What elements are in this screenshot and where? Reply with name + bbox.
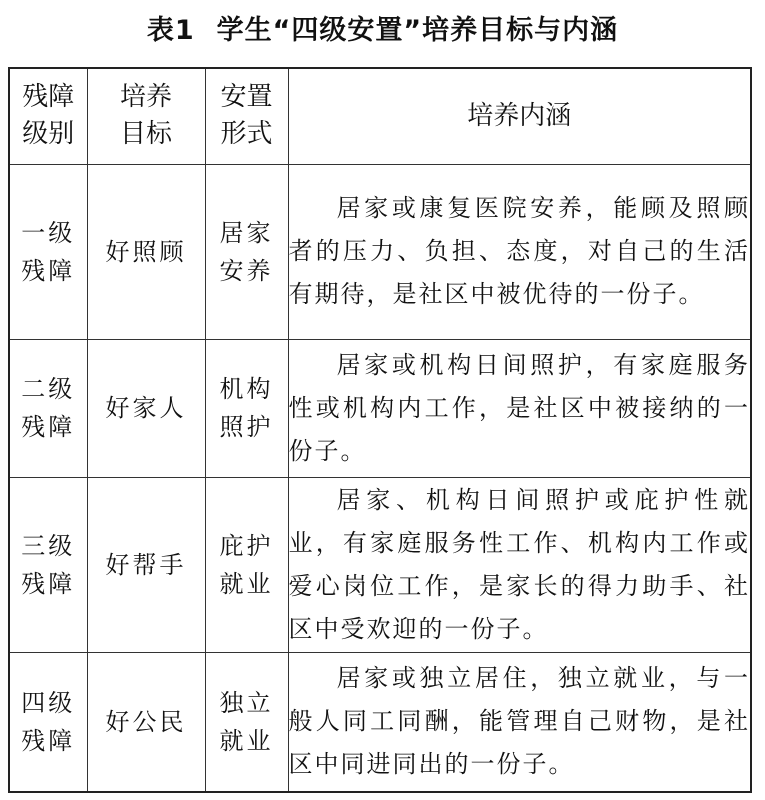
cell-content [288,164,751,339]
content-text: 居家、机构日间照护或庇护性就业，有家庭服务性工作、机构内工作或爱心岗位工作，是家长的得力助手、社区中受欢迎的一份子。 [288,485,750,643]
cell-goal: 好照顾 [87,164,205,339]
cell-level-line1: 二级 [21,375,76,403]
cell-placement [205,339,288,477]
header-goal [87,68,205,164]
cell-goal: 好帮手 [87,477,205,652]
cell-placement [205,164,288,339]
header-row [9,68,751,164]
cell-placement-line1: 庇护 [219,531,274,560]
cell-placement-line2: 就业 [219,726,274,755]
cell-placement [205,652,288,792]
content-text: 居家或康复医院安养，能顾及照顾者的压力、负担、态度，对自己的生活有期待，是社区中被优待的一份子。 [288,194,750,308]
cell-placement-line1: 居家 [219,218,274,247]
placement-table [8,67,752,793]
header-goal-line2: 目标 [119,119,172,150]
cell-level [9,164,87,339]
cell-placement-line2: 就业 [219,569,274,598]
cell-level-line2: 残障 [21,256,76,285]
cell-placement [205,477,288,652]
cell-placement-line2: 照护 [219,413,274,441]
table-caption [0,8,765,47]
cell-level-line1: 三级 [21,531,76,560]
header-level [9,68,87,164]
cell-level [9,339,87,477]
cell-content [288,652,751,792]
table-row [9,477,751,652]
cell-content [288,477,751,652]
cell-level-line2: 残障 [21,726,76,755]
table-row [9,164,751,339]
cell-goal: 好家人 [87,339,205,477]
header-placement-line2: 形式 [220,119,273,150]
cell-level-line1: 四级 [21,688,76,717]
table-title: 学生“四级安置”培养目标与内涵 [216,15,619,46]
header-goal-line1: 培养 [119,82,172,113]
cell-placement-line1: 独立 [219,688,274,717]
cell-content [288,339,751,477]
table-number: 表1 [146,15,195,46]
cell-level-line2: 残障 [21,569,76,598]
header-level-line2: 级别 [22,119,75,150]
cell-level-line1: 一级 [21,218,76,247]
cell-placement-line2: 安养 [219,256,274,285]
header-placement [205,68,288,164]
cell-level [9,652,87,792]
cell-level [9,477,87,652]
header-placement-line1: 安置 [220,82,273,113]
content-text: 居家或独立居住，独立就业，与一般人同工同酬，能管理自己财物，是社区中同进同出的一份子。 [288,664,750,779]
cell-goal: 好公民 [87,652,205,792]
cell-placement-line1: 机构 [219,375,274,403]
table-row [9,652,751,792]
table-row [9,339,751,477]
content-text: 居家或机构日间照护，有家庭服务性或机构内工作，是社区中被接纳的一份子。 [288,350,750,465]
header-level-line1: 残障 [22,82,75,113]
cell-level-line2: 残障 [21,413,76,441]
header-content: 培养内涵 [288,68,751,164]
